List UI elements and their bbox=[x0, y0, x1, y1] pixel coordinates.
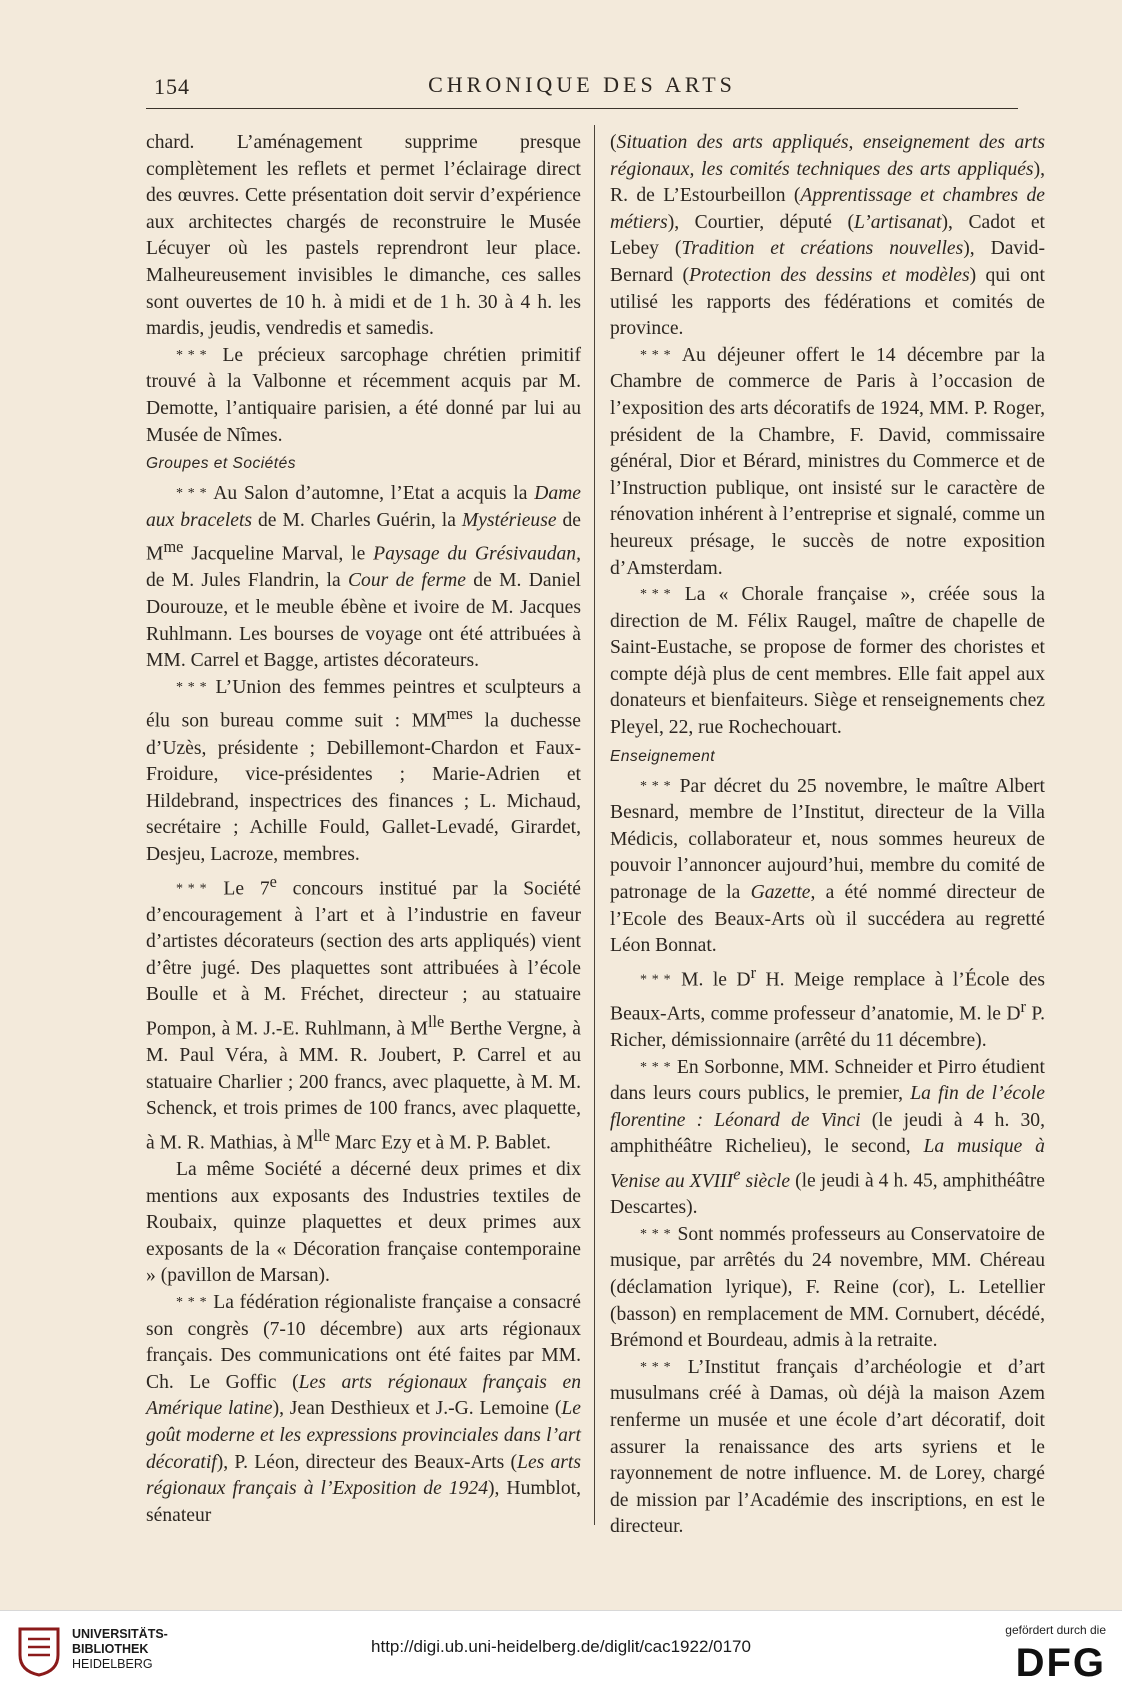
footer-bar bbox=[0, 1610, 1122, 1690]
left-column bbox=[146, 130, 581, 1529]
paragraph: * * * Au déjeuner offert le 14 décembre par la Chambre de commerce de Paris à l’occasion de l’exposition des arts décoratifs de 1924, MM. P. Roger, président de la Chambre, F. David, commissaire général, Dior et Bérard, ministres du Commerce et de l’Instruction publique, ont insisté sur le caractère de rénovation inhérent à l’entreprise et signalé, comme un heureux présage, le succès de notre exposition d’Amsterdam. bbox=[610, 344, 1045, 579]
page-number: 154 bbox=[154, 74, 190, 99]
running-title: CHRONIQUE DES ARTS bbox=[428, 72, 736, 97]
paragraph: La même Société a décerné deux primes et dix mentions aux exposants des Industries textiles de Roubaix, quinze plaquettes et deux primes aux exposants de la « Décoration française contemporaine » (pavillon de Marsan). bbox=[146, 1159, 581, 1287]
paragraph: * * * Sont nommés professeurs au Conservatoire de musique, par arrêtés du 24 novembre, MM. Chéreau (déclamation lyrique), F. Reine (cor), L. Letellier (basson) en remplacement de MM. Cornubert, décédé, Brémond et Bourdeau, admis à la retraite. bbox=[610, 1223, 1045, 1352]
funded-by-label: gefördert durch die bbox=[1005, 1623, 1106, 1637]
column-divider bbox=[594, 125, 595, 1525]
paragraph: * * * En Sorbonne, MM. Schneider et Pirro étudient dans leurs cours publics, le premier, La fin de l’école florentine : Léonard de Vinci (le jeudi à 4 h. 30, amphithéâtre Richelieu), le second, La musique à Venise au XVIIIe siècle (le jeudi à 4 h. 45, amphithéâtre Descartes). bbox=[610, 1056, 1045, 1219]
paragraph: * * * Le précieux sarcophage chrétien primitif trouvé à la Valbonne et récemment acquis par M. Demotte, l’antiquaire parisien, a été donné par lui au Musée de Nîmes. bbox=[146, 344, 581, 446]
section-heading: Groupes et Sociétés bbox=[146, 455, 296, 473]
dfg-logo: DFG bbox=[1015, 1641, 1106, 1685]
paragraph: (Situation des arts appliqués, enseignement des arts régionaux, les comités techniques des arts appliqués), R. de L’Estourbeillon (Apprentissage et chambres de métiers), Courtier, député (L’artisanat), Cadot et Lebey (Tradition et créations nouvelles), David-Bernard (Protection des dessins et modèles) qui ont utilisé les rapports des fédérations et comités de province. bbox=[610, 132, 1045, 340]
paragraph: * * * L’Union des femmes peintres et sculpteurs a élu son bureau comme suit : $MM^{mes}$ la duchesse d’Uzès, présidente ; Debillemont-Chardon et Faux-Froidure, vice-présidentes ; Marie-Adrien et Hildebrand, inspectrices des finances ; L. Michaud, secrétaire ; Achille Fould, Gallet-Levadé, Girardet, Desjeu, Lacroze, membres. bbox=[146, 676, 582, 865]
paragraph: * * * La fédération régionaliste française a consacré son congrès (7-10 décembre) aux arts régionaux français. Des communications ont été faites par MM. Ch. Le Goffic (Les arts régionaux français en Amérique latine), Jean Desthieux et J.-G. Lemoine (Le goût moderne et les expressions provinciales dans l’art décoratif), P. Léon, directeur des Beaux-Arts (Les arts régionaux français à l’Exposition de 1924), Humblot, sénateur bbox=[146, 1292, 582, 1526]
header-rule bbox=[146, 108, 1018, 109]
source-url[interactable]: http://digi.ub.uni-heidelberg.de/diglit/cac1922/0170 bbox=[371, 1637, 751, 1656]
paragraph: * * * Au Salon d’automne, l’Etat a acquis la Dame aux bracelets de M. Charles Guérin, la Mystérieuse de $M^{me}$ Jacqueline Marval, le Paysage du Grésivaudan, de M. Jules Flandrin, la Cour de ferme de M. Daniel Dourouze, et le meuble ébène et ivoire de M. Jacques Ruhlmann. Les bourses de voyage ont été attribuées à MM. Carrel et Bagge, artistes décorateurs. bbox=[146, 483, 582, 672]
paragraph: * * * L’Institut français d’archéologie et d’art musulmans créé à Damas, où déjà la maison Azem renferme un musée et une école d’art décoratif, doit assurer la renaissance des arts syriens et le rayonnement de notre influence. M. de Lorey, chargé de mission par l’Académie des inscriptions, en est le directeur. bbox=[610, 1356, 1045, 1538]
library-name: UNIVERSITÄTS- BIBLIOTHEK HEIDELBERG bbox=[72, 1627, 168, 1671]
paragraph: chard. L’aménagement supprime presque complètement les reflets et permet l’éclairage direct des œuvres. Cette présentation doit servir d’expérience aux architectes chargés de reconstruire le Musée Lécuyer où les pastels reprendront leur place. Malheureusement invisibles le dimanche, ces salles sont ouvertes de 10 h. à midi et de 1 h. 30 à 4 h. les mardis, jeudis, vendredis et samedis. bbox=[146, 132, 581, 340]
page-header bbox=[146, 70, 1018, 102]
section-heading: Enseignement bbox=[610, 747, 716, 765]
paragraph: * * * Le 7e concours institué par la Société d’encouragement à l’art et à l’industrie en faveur d’artistes décorateurs (section des arts appliqués) vient d’être jugé. Des plaquettes sont attribuées à l’école Boulle et à M. Fréchet, directeur ; au statuaire Pompon, à M. J.-E. Ruhlmann, à $M^{lle}$ Berthe Vergne, à M. Paul Véra, à MM. R. Joubert, P. Carrel et au statuaire Charlier ; 200 francs, avec plaquette, à M. M. Schenck, et trois primes de 100 francs, avec plaquette, à M. R. Mathias, à $M^{lle}$ Marc Ezy et à M. P. Bablet. bbox=[146, 871, 581, 1154]
paragraph: * * * Par décret du 25 novembre, le maître Albert Besnard, membre de l’Institut, directeur de la Villa Médicis, collaborateur et, nous sommes heureux de pouvoir l’annoncer aujourd’hui, membre du comité de patronage de la Gazette, a été nommé directeur de l’Ecole des Beaux-Arts où il succédera au regretté Léon Bonnat. bbox=[610, 775, 1045, 957]
paragraph: * * * M. le $D^r$ H. Meige remplace à l’École des Beaux-Arts, comme professeur d’anatomie, M. le $D^r$ P. Richer, démissionnaire (arrêté du 11 décembre). bbox=[610, 962, 1045, 1052]
right-column bbox=[610, 130, 1045, 1541]
paragraph: * * * La « Chorale française », créée sous la direction de M. Félix Raugel, maître de chapelle de Saint-Eustache, se propose de former des choristes et compte déjà plus de cent membres. Elle fait appel aux donateurs et bienfaiteurs. Siège et renseignements chez Pleyel, 22, rue Rochechouart. bbox=[610, 584, 1045, 739]
